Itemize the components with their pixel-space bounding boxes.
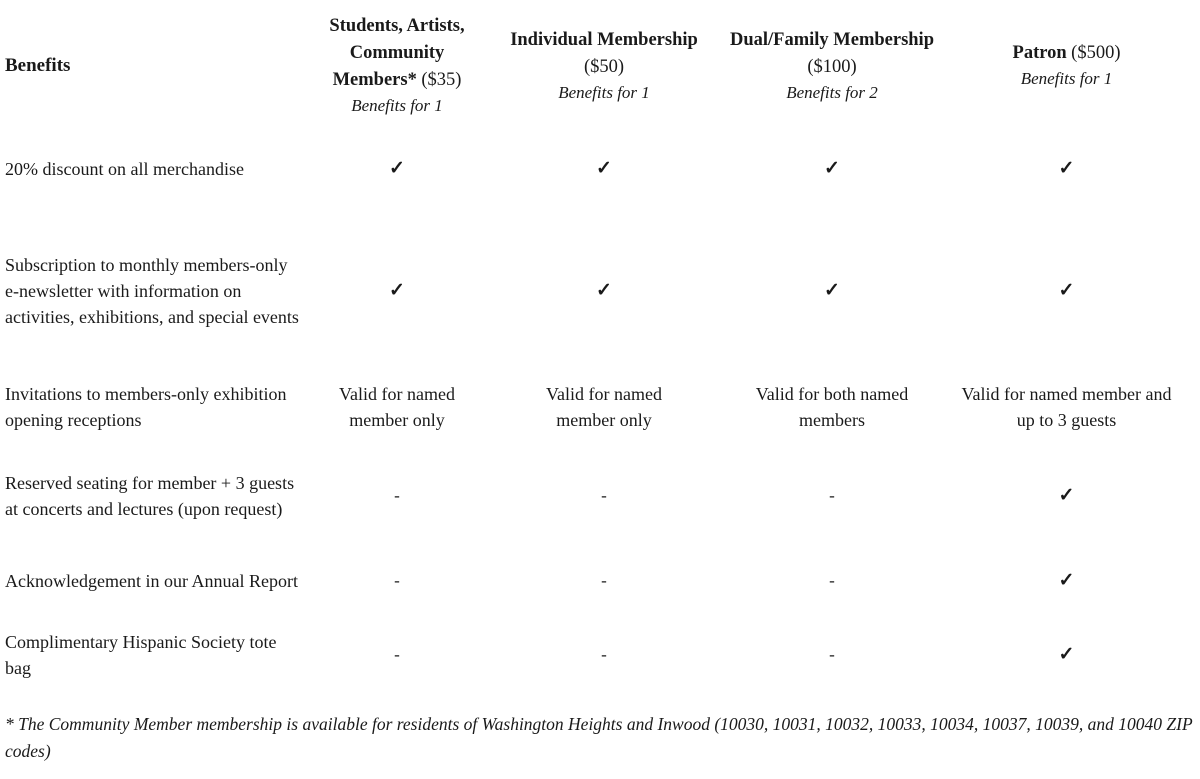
column-title: Patron [1012, 43, 1067, 63]
cell-text: Valid for named member and up to 3 guests [961, 384, 1172, 430]
dash-mark: - [394, 571, 400, 590]
column-header-individual [482, 26, 726, 106]
table-row [5, 381, 1195, 433]
dash-mark: - [601, 571, 607, 590]
benefit-label: Invitations to members-only exhibition opening receptions [5, 384, 287, 430]
table-header-row [5, 12, 1195, 119]
check-icon: ✓ [1058, 280, 1075, 301]
cell-text: Valid for named member only [546, 384, 662, 430]
benefits-header-label: Benefits [5, 55, 71, 76]
dash-mark: - [394, 486, 400, 505]
benefit-label: Subscription to monthly members-only e-newsletter with information on activities, exhibitions, and special events [5, 255, 299, 327]
cell-text: Valid for named member only [339, 384, 455, 430]
table-row [5, 155, 1195, 183]
column-subtitle: Benefits for 2 [786, 82, 878, 102]
check-icon: ✓ [824, 280, 840, 301]
table-row [5, 457, 1195, 535]
benefit-label: Reserved seating for member + 3 guests at concerts and lectures (upon request) [5, 473, 295, 519]
check-icon: ✓ [824, 158, 840, 179]
column-header-dual-family [726, 26, 938, 106]
column-title: Dual/Family Membership [729, 29, 934, 50]
table-row [5, 239, 1195, 343]
dash-mark: - [601, 486, 607, 505]
dash-mark: - [829, 645, 835, 664]
column-title: Students, Artists, Community Members* [329, 16, 465, 90]
column-subtitle: Benefits for 1 [351, 96, 443, 115]
check-icon: ✓ [1058, 485, 1075, 506]
table-row [5, 629, 1195, 681]
column-price: ($100) [807, 56, 857, 77]
check-icon: ✓ [389, 280, 405, 301]
check-icon: ✓ [596, 158, 612, 179]
benefit-label: Acknowledgement in our Annual Report [5, 571, 298, 591]
column-header-patron [938, 39, 1195, 92]
dash-mark: - [394, 645, 400, 664]
column-price: ($50) [583, 56, 625, 77]
table-row [5, 555, 1195, 607]
column-price: ($500) [1071, 43, 1121, 63]
community-member-footnote: * The Community Member membership is available for residents of Washington Heights and Inwood (10030, 10031, 10032, 10033, 10034, 10037, 10039, and 10040 ZIP codes) [5, 714, 1193, 761]
dash-mark: - [829, 486, 835, 505]
column-subtitle: Benefits for 1 [1020, 69, 1113, 88]
dash-mark: - [829, 571, 835, 590]
check-icon: ✓ [596, 280, 612, 301]
column-price: ($35) [421, 70, 462, 90]
column-title: Individual Membership [510, 29, 698, 50]
check-icon: ✓ [389, 158, 405, 179]
dash-mark: - [601, 645, 607, 664]
column-header-students-artists-community [312, 12, 482, 119]
check-icon: ✓ [1058, 158, 1075, 179]
benefit-label: 20% discount on all merchandise [5, 159, 244, 179]
benefit-label: Complimentary Hispanic Society tote bag [5, 632, 277, 678]
benefits-column-header [5, 52, 312, 79]
check-icon: ✓ [1058, 570, 1075, 591]
column-subtitle: Benefits for 1 [558, 82, 650, 102]
cell-text: Valid for both named members [755, 384, 909, 430]
check-icon: ✓ [1058, 644, 1075, 665]
